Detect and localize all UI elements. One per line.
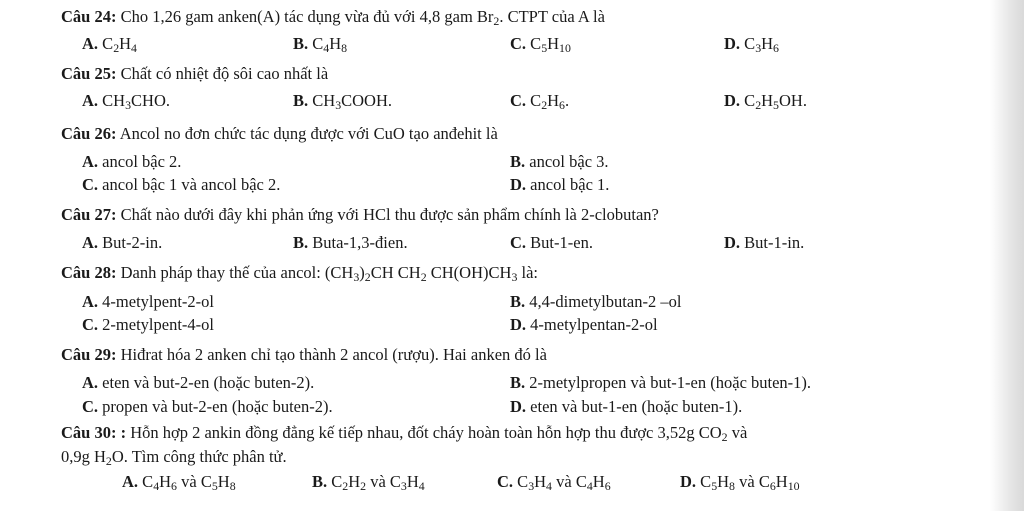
question-28: Câu 28: Danh pháp thay thế của ancol: $(CH_3)_2CH$ $CH_2$ $CH(OH)CH_3$ là: [61,263,538,284]
q27-option-a[interactable]: A. But-2-in. [82,233,163,252]
q25-option-d[interactable]: D. $C_2H_5OH$. [724,91,807,112]
q26-option-c[interactable]: C. ancol bậc 1 và ancol bậc 2. [82,175,281,194]
q26-option-a[interactable]: A. ancol bậc 2. [82,152,182,171]
q27-option-c[interactable]: C. But-1-en. [510,233,593,252]
q25-option-a[interactable]: A. $CH_3CHO$. [82,91,170,112]
q28-option-d[interactable]: D. 4-metylpentan-2-ol [510,315,658,334]
question-29: Câu 29: Hiđrat hóa 2 anken chỉ tạo thành 2 ancol (rượu). Hai anken đó là [61,345,547,364]
q24-option-a[interactable]: A. $C_2H_4$ [82,34,137,55]
page-edge-shadow [990,0,1024,511]
q24-option-c[interactable]: C. $C_5H_{10}$ [510,34,571,55]
q26-option-b[interactable]: B. ancol bậc 3. [510,152,609,171]
question-30-line2: 0,9g $H_2O$. Tìm công thức phân tử. [61,447,287,468]
q29-option-c[interactable]: C. propen và but-2-en (hoặc buten-2). [82,397,333,416]
q28-option-c[interactable]: C. 2-metylpent-4-ol [82,315,214,334]
q28-option-b[interactable]: B. 4,4-dimetylbutan-2 –ol [510,292,682,311]
q30-option-d[interactable]: D. $C_5H_8$ và $C_6H_{10}$ [680,472,800,493]
q24-option-d[interactable]: D. $C_3H_6$ [724,34,779,55]
q29-option-d[interactable]: D. eten và but-1-en (hoặc buten-1). [510,397,743,416]
q30-option-b[interactable]: B. $C_2H_2$ và $C_3H_4$ [312,472,425,493]
q28-option-a[interactable]: A. 4-metylpent-2-ol [82,292,214,311]
q25-option-b[interactable]: B. $CH_3COOH$. [293,91,393,112]
question-27: Câu 27: Chất nào dưới đây khi phản ứng với HCl thu được sản phẩm chính là 2-clobutan? [61,205,659,224]
q24-option-b[interactable]: B. $C_4H_8$ [293,34,348,55]
q27-option-d[interactable]: D. But-1-in. [724,233,805,252]
q30-option-a[interactable]: A. $C_4H_6$ và $C_5H_8$ [122,472,236,493]
question-30: Câu 30: : Hỗn hợp 2 ankin đồng đẳng kế tiếp nhau, đốt cháy hoàn toàn hỗn hợp thu được 3,52g $CO_2$ và [61,423,748,444]
question-25: Câu 25: Chất có nhiệt độ sôi cao nhất là [61,64,329,83]
question-26: Câu 26: Ancol no đơn chức tác dụng được với CuO tạo anđehit là [61,124,498,143]
q27-option-b[interactable]: B. Buta-1,3-đien. [293,233,408,252]
q25-option-c[interactable]: C. $C_2H_6$. [510,91,570,112]
q29-option-b[interactable]: B. 2-metylpropen và but-1-en (hoặc buten-1). [510,373,812,392]
q30-option-c[interactable]: C. $C_3H_4$ và $C_4H_6$ [497,472,611,493]
q29-option-a[interactable]: A. eten và but-2-en (hoặc buten-2). [82,373,315,392]
question-24: Câu 24: Cho 1,26 gam anken(A) tác dụng vừa đủ với 4,8 gam $Br_2$. CTPT của A là [61,7,605,28]
q26-option-d[interactable]: D. ancol bậc 1. [510,175,610,194]
